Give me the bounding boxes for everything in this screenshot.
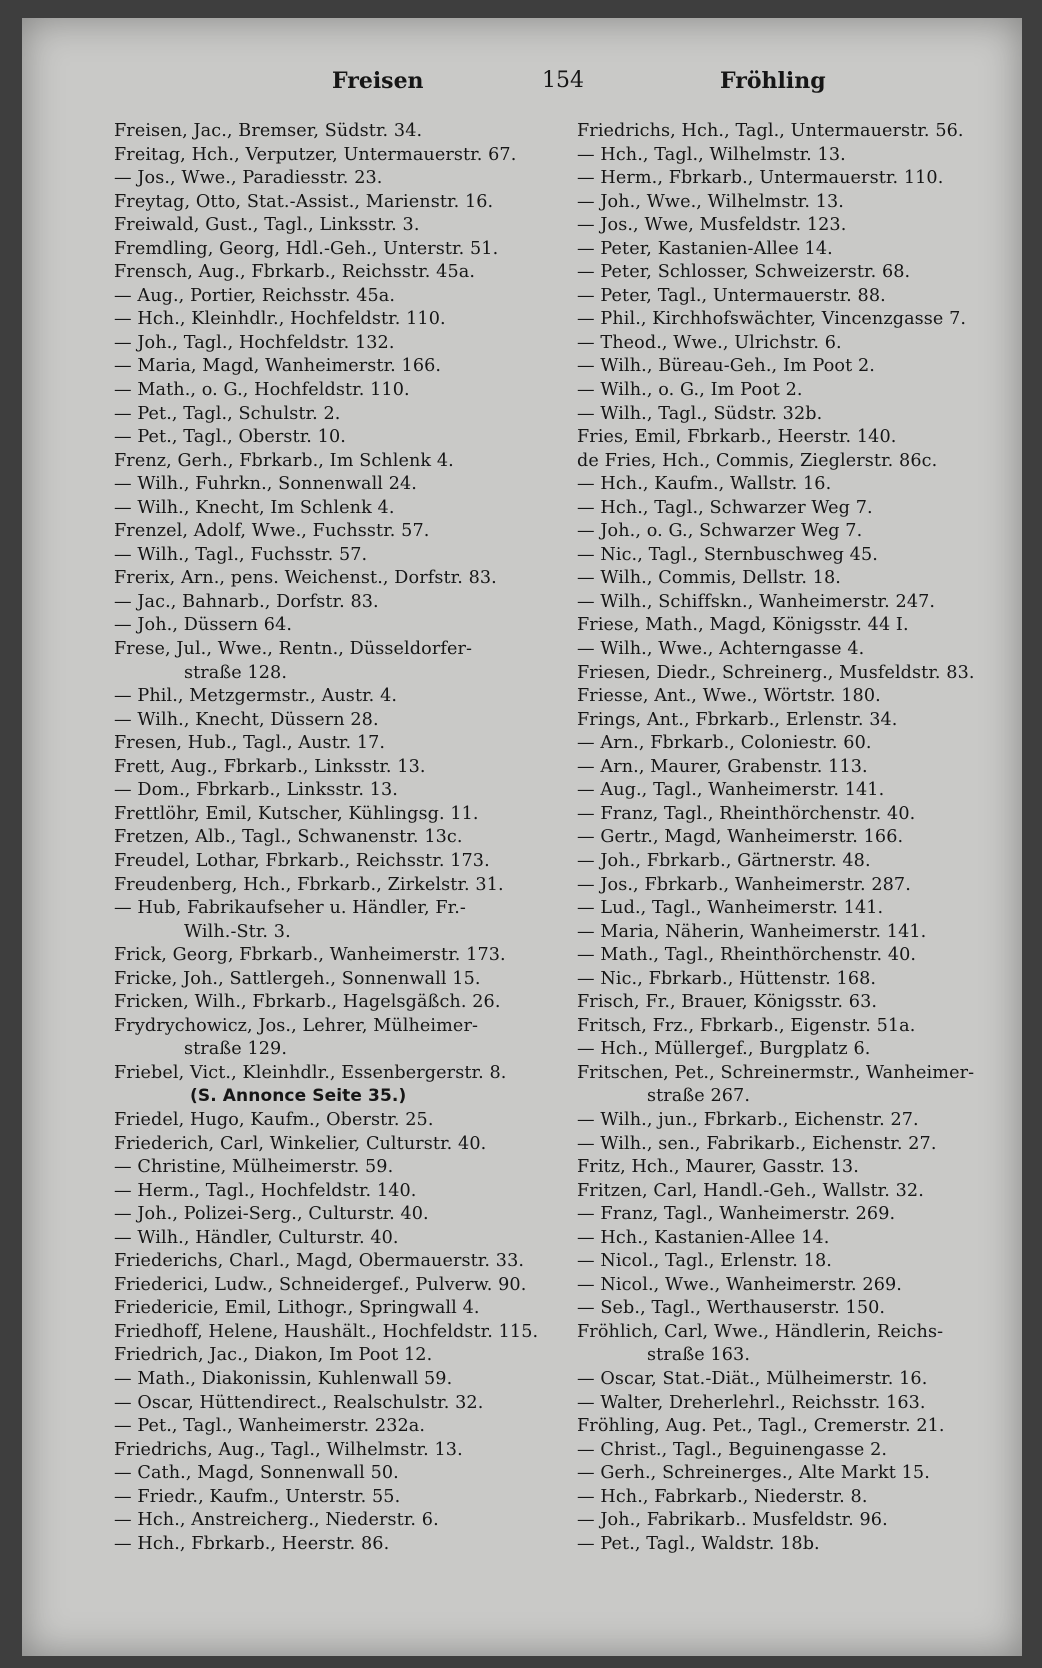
directory-entry: Frydrychowicz, Jos., Lehrer, Mülheimer- [114,1015,478,1036]
directory-entry: Friedrichs, Aug., Tagl., Wilhelmstr. 13. [114,1439,463,1460]
directory-entry: — Hch., Anstreicherg., Niederstr. 6. [114,1510,439,1531]
directory-entry: Fröhlich, Carl, Wwe., Händlerin, Reichs- [577,1321,944,1342]
directory-entry: — Oscar, Stat.-Diät., Mülheimerstr. 16. [577,1368,928,1389]
directory-entry: — Peter, Schlosser, Schweizerstr. 68. [577,262,911,283]
directory-entry: — Joh., Polizei-Serg., Culturstr. 40. [114,1204,429,1225]
directory-entry: Fritz, Hch., Maurer, Gasstr. 13. [577,1157,859,1178]
directory-entry: — Wilh., jun., Fbrkarb., Eichenstr. 27. [577,1109,919,1130]
directory-entry: Frerix, Arn., pens. Weichenst., Dorfstr. 83. [114,568,497,589]
directory-entry: — Christine, Mülheimerstr. 59. [114,1157,394,1178]
directory-entry: — Christ., Tagl., Beguinengasse 2. [577,1439,888,1460]
directory-entry: Fricke, Joh., Sattlergeh., Sonnenwall 15. [114,968,481,989]
header-first-entry: Freisen [332,68,424,94]
directory-entry: — Pet., Tagl., Schulstr. 2. [114,403,341,424]
header-last-entry: Fröhling [720,68,826,94]
directory-entry: Freisen, Jac., Bremser, Südstr. 34. [114,121,423,141]
directory-entry: Freytag, Otto, Stat.-Assist., Marienstr. 16. [114,191,494,212]
directory-entry: — Nicol., Tagl., Erlenstr. 18. [577,1251,832,1272]
directory-entry: — Math., Diakonissin, Kuhlenwall 59. [114,1368,453,1389]
directory-entry: — Joh., Tagl., Hochfeldstr. 132. [114,332,395,353]
directory-entry: Friederichs, Charl., Magd, Obermauerstr. 33. [114,1251,525,1272]
directory-entry: — Joh., o. G., Schwarzer Weg 7. [577,521,863,542]
directory-entry: — Franz, Tagl., Rheinthörchenstr. 40. [577,803,916,824]
directory-entry: — Maria, Magd, Wanheimerstr. 166. [114,356,442,377]
directory-entry: — Arn., Maurer, Grabenstr. 113. [577,756,868,777]
directory-entry: — Herm., Fbrkarb., Untermauerstr. 110. [577,168,944,189]
directory-entry: Frettlöhr, Emil, Kutscher, Kühlingsg. 11. [114,803,479,824]
directory-entry: straße 267. [647,1086,751,1107]
directory-entry: — Jac., Bahnarb., Dorfstr. 83. [114,591,379,612]
directory-entry: straße 129. [184,1039,288,1060]
directory-entry: — Joh., Wwe., Wilhelmstr. 13. [577,191,844,212]
directory-entry: — Joh., Fbrkarb., Gärtnerstr. 48. [577,850,871,871]
directory-entry: — Gerh., Schreinerges., Alte Markt 15. [577,1463,930,1484]
directory-entry: — Wilh., sen., Fabrikarb., Eichenstr. 27. [577,1133,937,1154]
directory-entry: — Franz, Tagl., Wanheimerstr. 269. [577,1204,896,1225]
directory-entry: — Wilh., Knecht, Düssern 28. [114,709,379,730]
directory-entry: — Herm., Tagl., Hochfeldstr. 140. [114,1180,417,1201]
directory-entry: — Jos., Wwe, Musfeldstr. 123. [577,215,847,236]
directory-entry: Friedrich, Jac., Diakon, Im Poot 12. [114,1345,433,1366]
directory-entry: — Wilh., Büreau-Geh., Im Poot 2. [577,356,875,377]
directory-entry: — Math., Tagl., Rheinthörchenstr. 40. [577,945,917,966]
directory-entry: Fresen, Hub., Tagl., Austr. 17. [114,733,386,754]
directory-page [22,18,1022,1656]
directory-entry: — Hch., Kaufm., Wallstr. 16. [577,474,832,495]
directory-entry: — Wilh., Knecht, Im Schlenk 4. [114,497,395,518]
directory-entry: — Hch., Tagl., Schwarzer Weg 7. [577,497,873,518]
directory-entry: — Walter, Dreherlehrl., Reichsstr. 163. [577,1392,926,1413]
directory-entry: — Cath., Magd, Sonnenwall 50. [114,1463,399,1484]
directory-entry: Freudenberg, Hch., Fbrkarb., Zirkelstr. 31. [114,874,504,895]
directory-entry: — Arn., Fbrkarb., Coloniestr. 60. [577,733,872,754]
directory-entry: straße 163. [647,1345,751,1366]
directory-entry: — Oscar, Hüttendirect., Realschulstr. 32. [114,1392,484,1413]
directory-entry: Friedrichs, Hch., Tagl., Untermauerstr. 56. [577,121,964,141]
directory-entry: — Aug., Portier, Reichsstr. 45a. [114,285,396,306]
directory-entry: Friedericie, Emil, Lithogr., Springwall 4. [114,1298,480,1319]
directory-entry: — Wilh., o. G., Im Poot 2. [577,380,803,401]
right-column [577,120,1017,1556]
directory-entry: — Lud., Tagl., Wanheimerstr. 141. [577,898,884,919]
directory-entry: — Wilh., Wwe., Achterngasse 4. [577,639,865,660]
directory-entry: — Wilh., Händler, Culturstr. 40. [114,1227,399,1248]
directory-entry: — Hub, Fabrikaufseher u. Händler, Fr.- [114,898,466,919]
directory-entry: — Jos., Fbrkarb., Wanheimerstr. 287. [577,874,911,895]
directory-entry: Fritzen, Carl, Handl.-Geh., Wallstr. 32. [577,1180,924,1201]
directory-entry: Frenzel, Adolf, Wwe., Fuchsstr. 57. [114,521,430,542]
directory-entry: — Dom., Fbrkarb., Linksstr. 13. [114,780,398,801]
directory-entry: — Aug., Tagl., Wanheimerstr. 141. [577,780,885,801]
directory-entry: Friebel, Vict., Kleinhdlr., Essenbergerstr. 8. [114,1062,507,1083]
directory-entry: — Jos., Wwe., Paradiesstr. 23. [114,168,383,189]
directory-entry: — Wilh., Tagl., Fuchsstr. 57. [114,544,368,565]
directory-entry: — Wilh., Fuhrkn., Sonnenwall 24. [114,474,417,495]
directory-entry: Friederici, Ludw., Schneidergef., Pulverw. 90. [114,1274,527,1295]
directory-entry: de Fries, Hch., Commis, Zieglerstr. 86c. [577,450,938,471]
directory-entry: — Nic., Fbrkarb., Hüttenstr. 168. [577,968,877,989]
directory-entry: Frensch, Aug., Fbrkarb., Reichsstr. 45a. [114,262,476,283]
directory-entry: — Nicol., Wwe., Wanheimerstr. 269. [577,1274,902,1295]
directory-entry: Fröhling, Aug. Pet., Tagl., Cremerstr. 21. [577,1416,945,1437]
directory-entry: — Hch., Fbrkarb., Heerstr. 86. [114,1533,390,1554]
directory-entry: — Joh., Düssern 64. [114,615,293,636]
directory-entry: Friese, Math., Magd, Königsstr. 44 I. [577,615,909,636]
directory-entry: Frick, Georg, Fbrkarb., Wanheimerstr. 173. [114,945,506,966]
directory-entry: — Pet., Tagl., Oberstr. 10. [114,427,346,448]
directory-entry: Frett, Aug., Fbrkarb., Linksstr. 13. [114,756,426,777]
page-number: 154 [542,68,584,93]
directory-entry: Freudel, Lothar, Fbrkarb., Reichsstr. 173. [114,850,490,871]
directory-entry: Friedhoff, Helene, Haushält., Hochfeldstr. 115. [114,1321,539,1342]
directory-entry: — Gertr., Magd, Wanheimerstr. 166. [577,827,904,848]
annonce-note: (S. Annonce Seite 35.) [190,1086,407,1107]
directory-entry: Friedel, Hugo, Kaufm., Oberstr. 25. [114,1109,434,1130]
directory-entry: — Wilh., Schiffskn., Wanheimerstr. 247. [577,591,936,612]
directory-entry: — Pet., Tagl., Wanheimerstr. 232a. [114,1416,426,1437]
directory-entry: — Phil., Kirchhofswächter, Vincenzgasse 7. [577,309,967,330]
directory-entry: — Math., o. G., Hochfeldstr. 110. [114,380,410,401]
directory-entry: — Peter, Kastanien-Allee 14. [577,238,833,259]
directory-entry: Friederich, Carl, Winkelier, Culturstr. 40. [114,1133,487,1154]
directory-entry: — Theod., Wwe., Ulrichstr. 6. [577,332,842,353]
directory-entry: — Seb., Tagl., Werthauserstr. 150. [577,1298,886,1319]
directory-entry: Fritschen, Pet., Schreinermstr., Wanheimer- [577,1062,975,1083]
directory-entry: — Hch., Müllergef., Burgplatz 6. [577,1039,871,1060]
directory-entry: Fries, Emil, Fbrkarb., Heerstr. 140. [577,427,897,448]
directory-entry: Friesse, Ant., Wwe., Wörtstr. 180. [577,686,881,707]
directory-entry: Frenz, Gerh., Fbrkarb., Im Schlenk 4. [114,450,454,471]
directory-entry: — Wilh., Tagl., Südstr. 32b. [577,403,823,424]
directory-entry: — Hch., Tagl., Wilhelmstr. 13. [577,144,846,165]
directory-entry: — Hch., Kleinhdlr., Hochfeldstr. 110. [114,309,446,330]
directory-entry: — Maria, Näherin, Wanheimerstr. 141. [577,921,927,942]
directory-entry: Freitag, Hch., Verputzer, Untermauerstr. 67. [114,144,517,165]
directory-entry: — Nic., Tagl., Sternbuschweg 45. [577,544,878,565]
directory-entry: — Phil., Metzgermstr., Austr. 4. [114,686,398,707]
directory-entry: Fricken, Wilh., Fbrkarb., Hagelsgäßch. 26. [114,992,501,1013]
directory-entry: — Wilh., Commis, Dellstr. 18. [577,568,841,589]
directory-entry: Frese, Jul., Wwe., Rentn., Düsseldorfer- [114,639,473,660]
left-column [114,120,544,1556]
directory-entry: Friesen, Diedr., Schreinerg., Musfeldstr. 83. [577,662,975,683]
directory-entry: — Hch., Kastanien-Allee 14. [577,1227,830,1248]
directory-entry: Frisch, Fr., Brauer, Königsstr. 63. [577,992,878,1013]
page-header [22,62,1022,102]
directory-entry: — Joh., Fabrikarb.. Musfeldstr. 96. [577,1510,888,1531]
directory-entry: Fritsch, Frz., Fbrkarb., Eigenstr. 51a. [577,1015,916,1036]
directory-entry: Freiwald, Gust., Tagl., Linksstr. 3. [114,215,420,236]
directory-entry: — Hch., Fabrkarb., Niederstr. 8. [577,1486,868,1507]
directory-entry: — Pet., Tagl., Waldstr. 18b. [577,1533,820,1554]
directory-entry: — Friedr., Kaufm., Unterstr. 55. [114,1486,401,1507]
directory-entry: Frings, Ant., Fbrkarb., Erlenstr. 34. [577,709,898,730]
directory-entry: — Peter, Tagl., Untermauerstr. 88. [577,285,886,306]
directory-entry: Fremdling, Georg, Hdl.-Geh., Unterstr. 51. [114,238,499,259]
directory-entry: Fretzen, Alb., Tagl., Schwanenstr. 13c. [114,827,463,848]
directory-entry: straße 128. [184,662,288,683]
directory-entry: Wilh.-Str. 3. [184,921,291,942]
